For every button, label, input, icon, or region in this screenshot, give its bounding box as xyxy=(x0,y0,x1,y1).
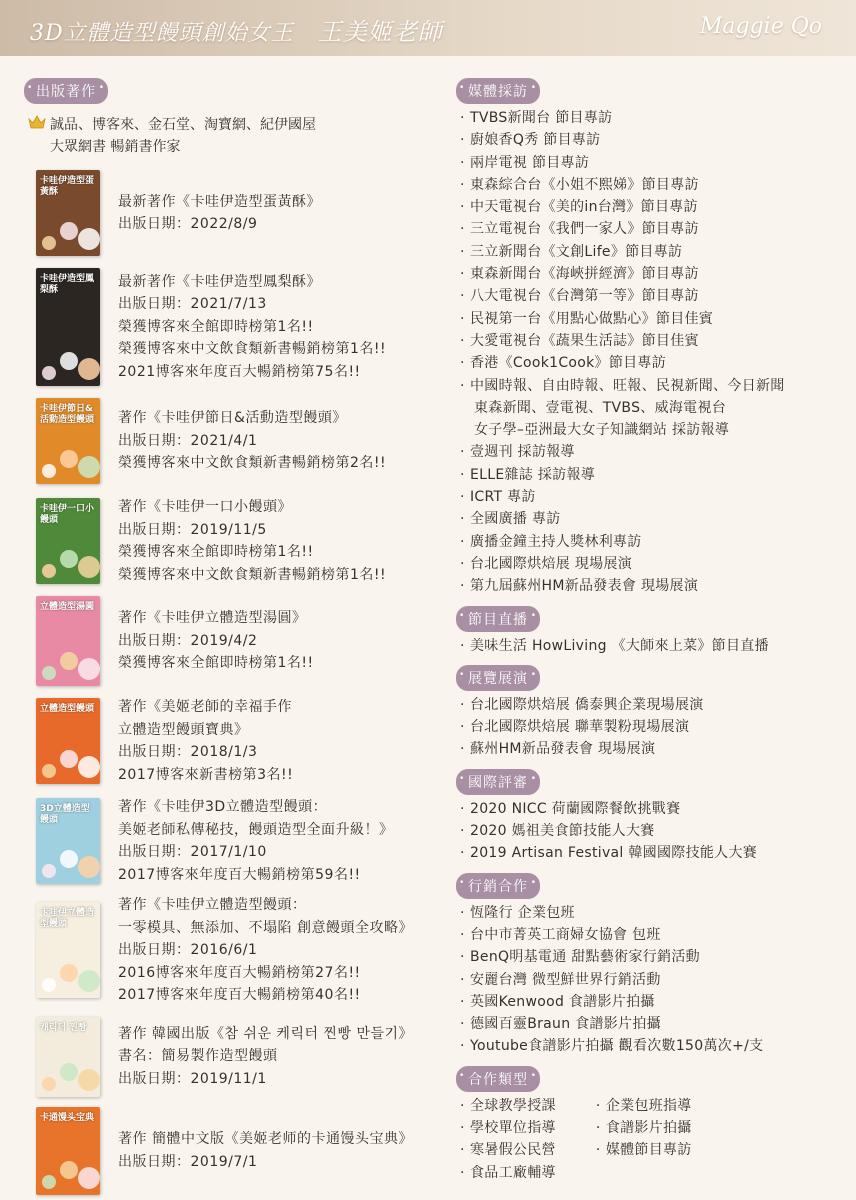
cover-decoration xyxy=(42,464,56,478)
book-info-line: 出版日期：2021/4/1 xyxy=(118,432,258,449)
section-label-international-judge: • 國際評審 • xyxy=(456,769,540,795)
cover-decoration xyxy=(78,658,100,680)
cooperation-columns xyxy=(456,1092,848,1184)
list-item: · 寒暑假公民營 xyxy=(456,1139,556,1161)
book-info-line: 出版日期：2017/1/10 xyxy=(118,844,267,860)
book-info-line: 最新著作《卡哇伊造型鳳梨酥》 xyxy=(118,273,321,290)
list-item: · 台北國際烘焙展 僑泰興企業現場展演 xyxy=(456,694,848,716)
book-info-line: 2021博客來年度百大暢銷榜第75名!! xyxy=(118,363,361,380)
book-cover xyxy=(36,798,100,884)
list-item: · 第九屆蘇州HM新品發表會 現場展演 xyxy=(456,575,848,597)
list-item: · 壹週刊 採訪報導 xyxy=(456,441,848,463)
book-info-line: 出版日期：2019/7/1 xyxy=(118,1153,258,1170)
book-info-line: 著作《卡哇伊立體造型饅頭： xyxy=(118,897,307,913)
cover-decoration xyxy=(42,978,56,992)
book-cover xyxy=(36,902,100,998)
list-item: · 企業包班指導 xyxy=(592,1095,692,1117)
book-info-line: 著作 簡體中文版《美姬老师的卡通馒头宝典》 xyxy=(118,1131,413,1147)
book-info-line: 榮獲博客來中文飲食類新書暢銷榜第1名!! xyxy=(118,341,387,358)
book-info-line: 最新著作《卡哇伊造型蛋黃酥》 xyxy=(118,193,321,210)
cover-decoration xyxy=(78,970,100,992)
page-title xyxy=(30,12,443,47)
cover-decoration xyxy=(60,1161,78,1179)
list-item: · 中天電視台《美的in台灣》節目專訪 xyxy=(456,196,848,218)
cover-decoration xyxy=(60,850,78,868)
title-text: 3D立體造型饅頭創始女王 xyxy=(30,21,294,46)
book-info-line: 2017博客來新書榜第3名!! xyxy=(118,766,294,783)
section-list xyxy=(456,798,848,865)
cover-decoration xyxy=(78,556,100,578)
list-item: · 2020 NICC 荷蘭國際餐飲挑戰賽 xyxy=(456,798,848,820)
book-info-line: 2017博客來年度百大暢銷榜第40名!! xyxy=(118,987,361,1003)
book-info xyxy=(118,407,386,475)
book-item xyxy=(24,496,444,586)
book-info xyxy=(118,696,293,786)
book-info-line: 出版日期：2016/6/1 xyxy=(118,942,258,958)
book-info-line: 出版日期：2019/4/2 xyxy=(118,632,258,649)
book-info-line: 榮獲博客來中文飲食類新書暢銷榜第2名!! xyxy=(118,455,387,472)
book-info-line: 美姬老師私傳秘技，饅頭造型全面升級！》 xyxy=(118,821,394,838)
section-marketing xyxy=(456,873,848,1058)
cover-decoration xyxy=(42,764,56,778)
book-cover-title: 캐릭터 찐빵 xyxy=(40,1022,87,1033)
list-item: · 八大電視台《台灣第一等》節目專訪 xyxy=(456,285,848,307)
book-info xyxy=(118,191,321,236)
list-item: · 三立電視台《我們一家人》節目專訪 xyxy=(456,218,848,240)
book-info-line: 著作《卡哇伊立體造型湯圓》 xyxy=(118,610,307,627)
book-info-line: 著作《卡哇伊一口小饅頭》 xyxy=(118,499,292,515)
list-item: · TVBS新聞台 節目專訪 xyxy=(456,107,848,129)
section-list xyxy=(456,902,848,1058)
book-info-line: 出版日期：2019/11/5 xyxy=(118,521,267,538)
book-cover-title: 卡哇伊節日&活動造型饅頭 xyxy=(40,404,95,425)
list-item: · ICRT 專訪 xyxy=(456,486,848,508)
cover-decoration xyxy=(42,1077,56,1091)
book-cover xyxy=(36,698,100,784)
book-cover-title: 立體造型湯圓 xyxy=(40,602,95,612)
list-item: · 中國時報、自由時報、旺報、民視新聞、今日新聞 xyxy=(456,375,848,397)
cover-decoration xyxy=(42,864,56,878)
section-exhibitions xyxy=(456,665,848,761)
list-item-continued: 東森新聞、壹電視、TVBS、威海電視台 xyxy=(474,399,727,416)
book-info-line: 出版日期：2018/1/3 xyxy=(118,744,258,760)
cover-decoration xyxy=(78,756,100,778)
book-info-line: 出版日期：2022/8/9 xyxy=(118,216,258,232)
book-item xyxy=(24,1017,444,1097)
teacher-name: 王美姬老師 xyxy=(317,18,443,46)
book-cover-title: 3D立體造型饅頭 xyxy=(40,804,90,825)
section-label-marketing: • 行銷合作 • xyxy=(456,873,540,899)
book-item xyxy=(24,894,444,1007)
book-info xyxy=(118,796,394,886)
section-live-shows xyxy=(456,606,848,657)
book-item xyxy=(24,268,444,386)
section-list xyxy=(456,694,848,761)
book-info-line: 榮獲博客來全館即時榜第1名!! xyxy=(118,655,314,672)
media-column xyxy=(456,78,848,1190)
list-item: · 東森新聞台《海峽拼經濟》節目專訪 xyxy=(456,263,848,285)
list-item: · 台中市菁英工商婦女協會 包班 xyxy=(456,924,848,946)
cover-decoration xyxy=(60,222,78,240)
intro-line-2: 大眾網書 暢銷書作家 xyxy=(50,139,181,155)
cooperation-list xyxy=(592,1095,692,1184)
list-item: · 台北國際烘焙展 聯華製粉現場展演 xyxy=(456,716,848,738)
section-label-exhibitions: • 展覽展演 • xyxy=(456,665,540,691)
book-cover-title: 卡哇伊立體造型饅頭 xyxy=(40,908,95,930)
cover-decoration xyxy=(60,964,78,982)
book-info xyxy=(118,894,413,1007)
intro-line-1: 誠品、博客來、金石堂、淘寶網、紀伊國屋 xyxy=(50,117,316,133)
list-item: · 台北國際烘焙展 現場展演 xyxy=(456,553,848,575)
list-item-continued: 女子學–亞洲最大女子知識網站 採訪報導 xyxy=(474,422,730,439)
book-info-line: 書名：簡易製作造型饅頭 xyxy=(118,1048,278,1065)
book-cover xyxy=(36,398,100,484)
book-cover xyxy=(36,268,100,386)
publications-column xyxy=(24,78,444,1195)
book-info xyxy=(118,607,314,675)
list-item: · 學校單位指導 xyxy=(456,1117,556,1139)
section-list xyxy=(456,107,848,598)
list-item: · 大愛電視台《蔬果生活誌》節目佳賓 xyxy=(456,330,848,352)
section-media-interviews xyxy=(456,78,848,598)
book-info-line: 著作《美姬老師的幸福手作 xyxy=(118,699,292,715)
book-cover xyxy=(36,596,100,686)
cover-decoration xyxy=(60,1063,78,1081)
list-item: · 廚娘香Q秀 節目專訪 xyxy=(456,129,848,151)
section-label-cooperation: • 合作類型 • xyxy=(456,1066,540,1092)
cover-decoration xyxy=(78,1167,100,1189)
list-item: · 2020 媽祖美食節技能人大賽 xyxy=(456,820,848,842)
list-item: · 恆隆行 企業包班 xyxy=(456,902,848,924)
book-cover-title: 卡通馒头宝典 xyxy=(40,1112,95,1123)
book-info-line: 著作 韓國出版《참 쉬운 케릭터 찐빵 만들기》 xyxy=(118,1025,414,1042)
book-cover-title: 卡哇伊造型蛋黃酥 xyxy=(40,176,95,197)
book-info-line: 出版日期：2021/7/13 xyxy=(118,296,267,313)
book-cover-title: 立體造型饅頭 xyxy=(40,704,95,714)
list-item: · 香港《Cook1Cook》節目專訪 xyxy=(456,352,848,374)
list-item: · 媒體節目專訪 xyxy=(592,1139,692,1161)
cover-decoration xyxy=(42,366,56,380)
list-item: · 美味生活 HowLiving 《大師來上菜》節目直播 xyxy=(456,635,848,657)
cover-decoration xyxy=(78,1069,100,1091)
book-info-line: 立體造型饅頭寶典》 xyxy=(118,721,249,738)
book-info xyxy=(118,1128,413,1173)
book-item xyxy=(24,796,444,886)
book-info-line: 榮獲博客來中文飲食類新書暢銷榜第1名!! xyxy=(118,566,387,583)
list-item: · 食品工廠輔導 xyxy=(456,1162,556,1184)
list-item: · 東森綜合台《小姐不熙娣》節目專訪 xyxy=(456,174,848,196)
header-banner xyxy=(0,0,856,56)
book-cover-title: 卡哇伊造型鳳梨酥 xyxy=(40,274,95,295)
book-info xyxy=(118,271,386,384)
cover-decoration xyxy=(60,550,78,568)
list-item: · 兩岸電視 節目專訪 xyxy=(456,152,848,174)
crown-icon xyxy=(28,115,46,129)
book-info xyxy=(118,1023,413,1091)
book-cover xyxy=(36,1107,100,1195)
book-item xyxy=(24,1107,444,1195)
cooperation-list xyxy=(456,1095,556,1184)
book-info-line: 榮獲博客來全館即時榜第1名!! xyxy=(118,544,314,560)
list-item: · Youtube食譜影片拍攝 觀看次數150萬次+/支 xyxy=(456,1035,848,1057)
book-cover xyxy=(36,498,100,584)
cover-decoration xyxy=(60,652,78,670)
list-item: · 德國百靈Braun 食譜影片拍攝 xyxy=(456,1013,848,1035)
list-item: · 全國廣播 專訪 xyxy=(456,508,848,530)
section-cooperation-types xyxy=(456,1066,848,1184)
list-item: · ELLE雜誌 採訪報導 xyxy=(456,464,848,486)
book-item xyxy=(24,170,444,256)
list-item: · 蘇州HM新品發表會 現場展演 xyxy=(456,738,848,760)
book-info xyxy=(118,496,386,586)
cover-decoration xyxy=(42,1175,56,1189)
cover-decoration xyxy=(78,228,100,250)
cover-decoration xyxy=(60,750,78,768)
cover-decoration xyxy=(60,450,78,468)
book-info-line: 出版日期：2019/11/1 xyxy=(118,1070,267,1087)
cover-decoration xyxy=(78,856,100,878)
book-item xyxy=(24,398,444,484)
book-info-line: 著作《卡哇伊3D立體造型饅頭： xyxy=(118,799,328,815)
book-item xyxy=(24,696,444,786)
cover-decoration xyxy=(42,236,56,250)
cover-decoration xyxy=(42,666,56,680)
cover-decoration xyxy=(78,456,100,478)
section-label-media-interviews: • 媒體採訪 • xyxy=(456,78,540,104)
book-cover xyxy=(36,1017,100,1097)
list-item: · 安麗台灣 微型鮮世界行銷活動 xyxy=(456,969,848,991)
book-info-line: 2017博客來年度百大暢銷榜第59名!! xyxy=(118,866,361,883)
book-info-line: 2016博客來年度百大暢銷榜第27名!! xyxy=(118,964,361,981)
list-item: · 三立新聞台《文創Life》節目專訪 xyxy=(456,241,848,263)
section-international-judge xyxy=(456,769,848,865)
list-item: · 2019 Artisan Festival 韓國國際技能人大賽 xyxy=(456,842,848,864)
book-info-line: 一零模具、無添加、不塌陷 創意饅頭全攻略》 xyxy=(118,919,413,936)
book-info-line: 榮獲博客來全館即時榜第1名!! xyxy=(118,318,314,335)
book-cover-title: 卡哇伊一口小饅頭 xyxy=(40,504,95,525)
list-item: · 英國Kenwood 食譜影片拍攝 xyxy=(456,991,848,1013)
book-cover xyxy=(36,170,100,256)
list-item: · BenQ明基電通 甜點藝術家行銷活動 xyxy=(456,946,848,968)
bestseller-intro xyxy=(28,114,444,158)
section-label-live-shows: • 節目直播 • xyxy=(456,606,540,632)
book-info-line: 著作《卡哇伊節日&活動造型饅頭》 xyxy=(118,410,347,427)
cover-decoration xyxy=(78,358,100,380)
signature: Maggie Qo xyxy=(699,14,822,39)
cover-decoration xyxy=(42,564,56,578)
list-item: · 全球教學授課 xyxy=(456,1095,556,1117)
list-item: · 廣播金鐘主持人獎林利專訪 xyxy=(456,531,848,553)
section-list xyxy=(456,635,848,657)
list-item: · 食譜影片拍攝 xyxy=(592,1117,692,1139)
section-label-publications: • 出版著作 • xyxy=(24,78,108,104)
cover-decoration xyxy=(60,352,78,370)
list-item: · 民視第一台《用點心做點心》節目佳賓 xyxy=(456,308,848,330)
book-item xyxy=(24,596,444,686)
book-list xyxy=(24,170,444,1195)
